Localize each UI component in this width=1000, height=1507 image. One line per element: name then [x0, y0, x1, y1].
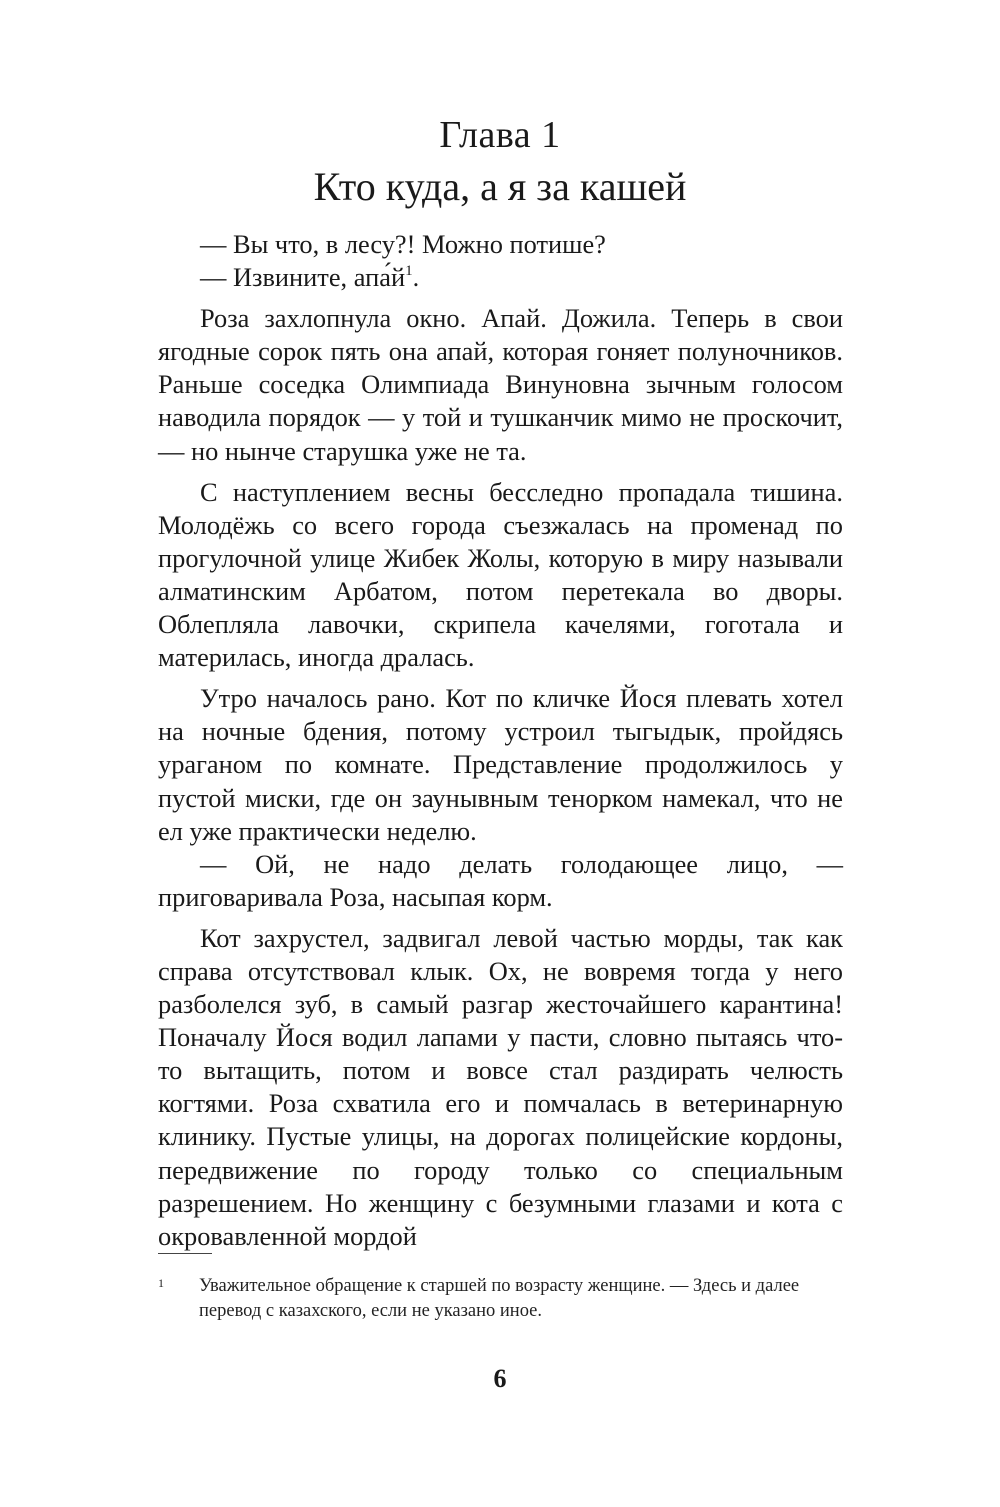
- page-number: 6: [493, 1364, 507, 1393]
- footnote-text: Уважительное обращение к старшей по возрасту женщине. — Здесь и далее перевод с казахского, если не указано иное.: [199, 1276, 800, 1321]
- paragraph: С наступлением весны бесследно пропадала тишина. Молодёжь со всего города съезжалась на променад по прогулочной улице Жибек Жолы, которую в миру называли алматинским Арбатом, потом перетекала во дворы. Облепляла лавочки, скрипела качелями, гоготала и материлась, иногда дралась.: [158, 476, 843, 673]
- footnote: [158, 1274, 843, 1324]
- footnote-marker: 1: [158, 1276, 164, 1290]
- paragraph: Кот захрустел, задвигал левой частью морды, так как справа отсутствовал клык. Ох, не вовремя тогда у него разболелся зуб, в самый разгар жесточайшего карантина! Поначалу Йося водил лапами у пасти, словно пытаясь что-то вытащить, потом и вовсе стал раздирать челюсть когтями. Роза схватила его и помчалась в ветеринарную клинику. Пустые улицы, на дорогах полицейские кордоны, передвижение по городу только со специальным разрешением. Но женщину с безумными глазами и кота с окровавленной мордой: [158, 922, 843, 1251]
- paragraph-with-footnote: [158, 261, 843, 294]
- paragraph: Утро началось рано. Кот по кличке Йося плевать хотел на ночные бдения, потому устроил тыгыдык, пройдясь ураганом по комнате. Представление продолжилось у пустой миски, где он заунывным тенорком намекал, что не ел уже практически неделю.: [158, 683, 843, 846]
- paragraph: Роза захлопнула окно. Апай. Дожила. Теперь в свои ягодные сорок пять она апай, которая гоняет полуночников. Раньше соседка Олимпиада Винуновна зычным голосом наводила порядок — у той и тушканчик мимо не проскочит, — но нынче старушка уже не та.: [158, 303, 843, 466]
- paragraph-text: — Извините, апа́й: [200, 262, 406, 293]
- footnote-divider: [158, 1253, 212, 1254]
- paragraph: — Ой, не надо делать голодающее лицо, — приговаривала Роза, насыпая корм.: [158, 848, 843, 912]
- body-text: [158, 228, 843, 1253]
- paragraph-punctuation: .: [412, 262, 420, 293]
- chapter-number: Глава 1: [439, 114, 561, 156]
- footnote-reference[interactable]: 1: [405, 263, 413, 280]
- paragraph: — Вы что, в лесу?! Можно потише?: [200, 229, 606, 259]
- chapter-title: Кто куда, а я за кашей: [313, 164, 687, 209]
